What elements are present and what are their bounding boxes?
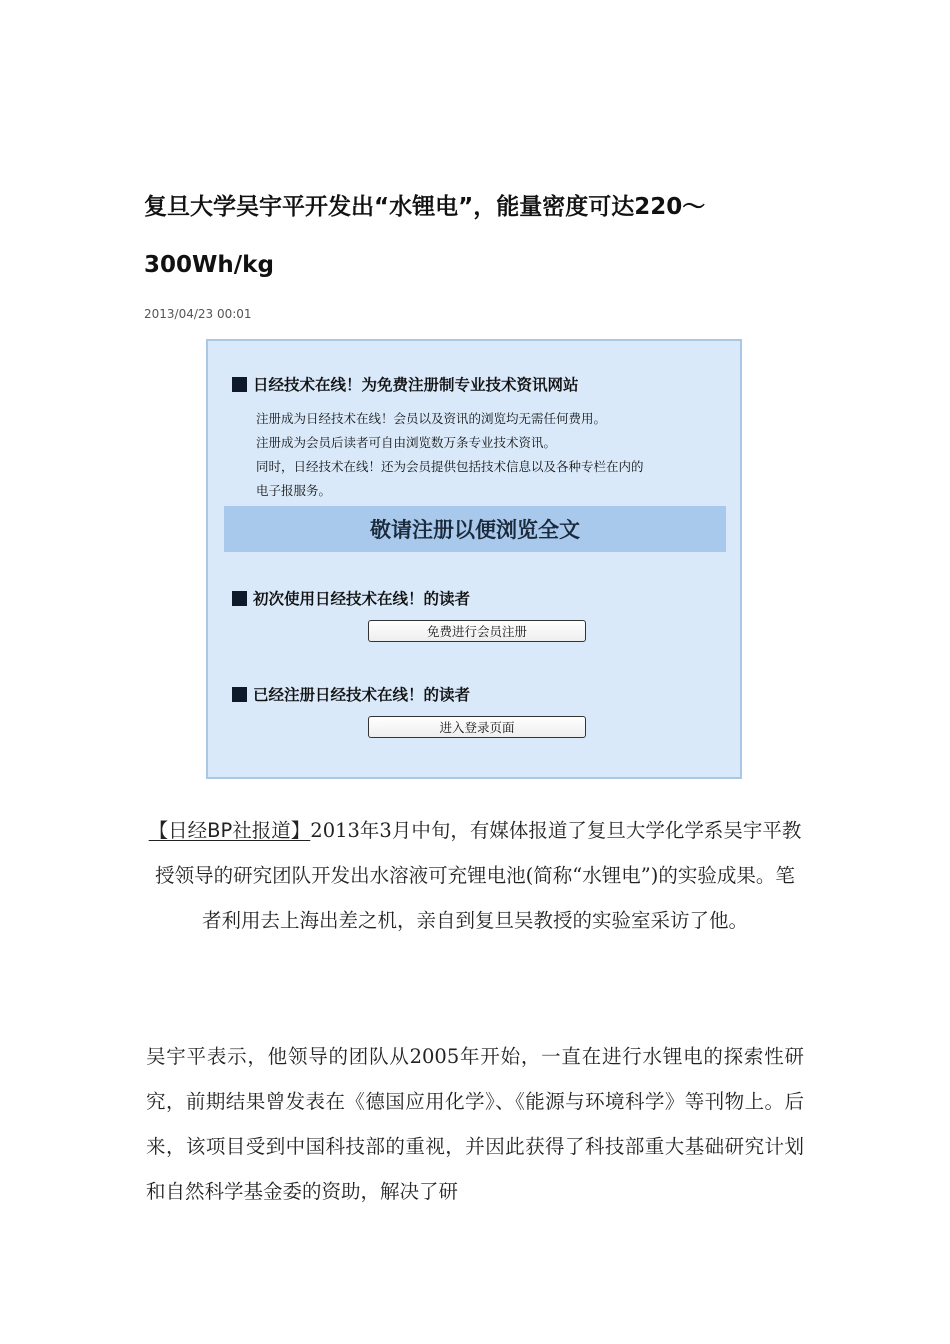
new-reader-heading-text: 初次使用日经技术在线！的读者 bbox=[253, 590, 471, 608]
login-page-button[interactable]: 进入登录页面 bbox=[368, 716, 586, 738]
registration-heading bbox=[232, 373, 579, 395]
black-square-icon bbox=[232, 377, 247, 392]
registration-intro bbox=[256, 407, 726, 503]
intro-line: 同时，日经技术在线！还为会员提供包括技术信息以及各种专栏在内的 bbox=[256, 459, 644, 474]
register-to-read-banner: 敬请注册以便浏览全文 bbox=[224, 506, 726, 552]
intro-line: 注册成为日经技术在线！会员以及资讯的浏览均无需任何费用。 bbox=[256, 411, 607, 426]
registered-reader-heading-text: 已经注册日经技术在线！的读者 bbox=[253, 686, 471, 704]
intro-line: 注册成为会员后读者可自由浏览数万条专业技术资讯。 bbox=[256, 435, 557, 450]
registration-prompt-box bbox=[206, 339, 742, 779]
publish-date: 2013/04/23 00:01 bbox=[144, 307, 252, 321]
article-title: 复旦大学吴宇平开发出“水锂电”，能量密度可达220～300Wh/kg bbox=[144, 194, 706, 278]
registration-heading-text: 日经技术在线！为免费注册制专业技术资讯网站 bbox=[253, 376, 579, 394]
registered-reader-heading bbox=[232, 683, 470, 705]
article-paragraph-2: 吴宇平表示，他领导的团队从2005年开始，一直在进行水锂电的探索性研究，前期结果曾发表在《德国应用化学》、《能源与环境科学》等刊物上。后来，该项目受到中国科技部的重视，并因此获得了科技部重大基础研究计划和自然科学基金委的资助，解决了研 bbox=[146, 1045, 804, 1203]
source-link[interactable]: 【日经BP社报道】 bbox=[148, 819, 311, 842]
article-paragraph-1 bbox=[146, 808, 804, 943]
new-reader-heading bbox=[232, 587, 470, 609]
black-square-icon bbox=[232, 591, 247, 606]
intro-line: 电子报服务。 bbox=[256, 483, 332, 498]
free-register-button[interactable]: 免费进行会员注册 bbox=[368, 620, 586, 642]
black-square-icon bbox=[232, 687, 247, 702]
paragraph-1-text: 2013年3月中旬，有媒体报道了复旦大学化学系吴宇平教授领导的研究团队开发出水溶液可充锂电池(简称“水锂电”)的实验成果。笔者利用去上海出差之机，亲自到复旦吴教授的实验室采访了他。 bbox=[155, 819, 802, 932]
